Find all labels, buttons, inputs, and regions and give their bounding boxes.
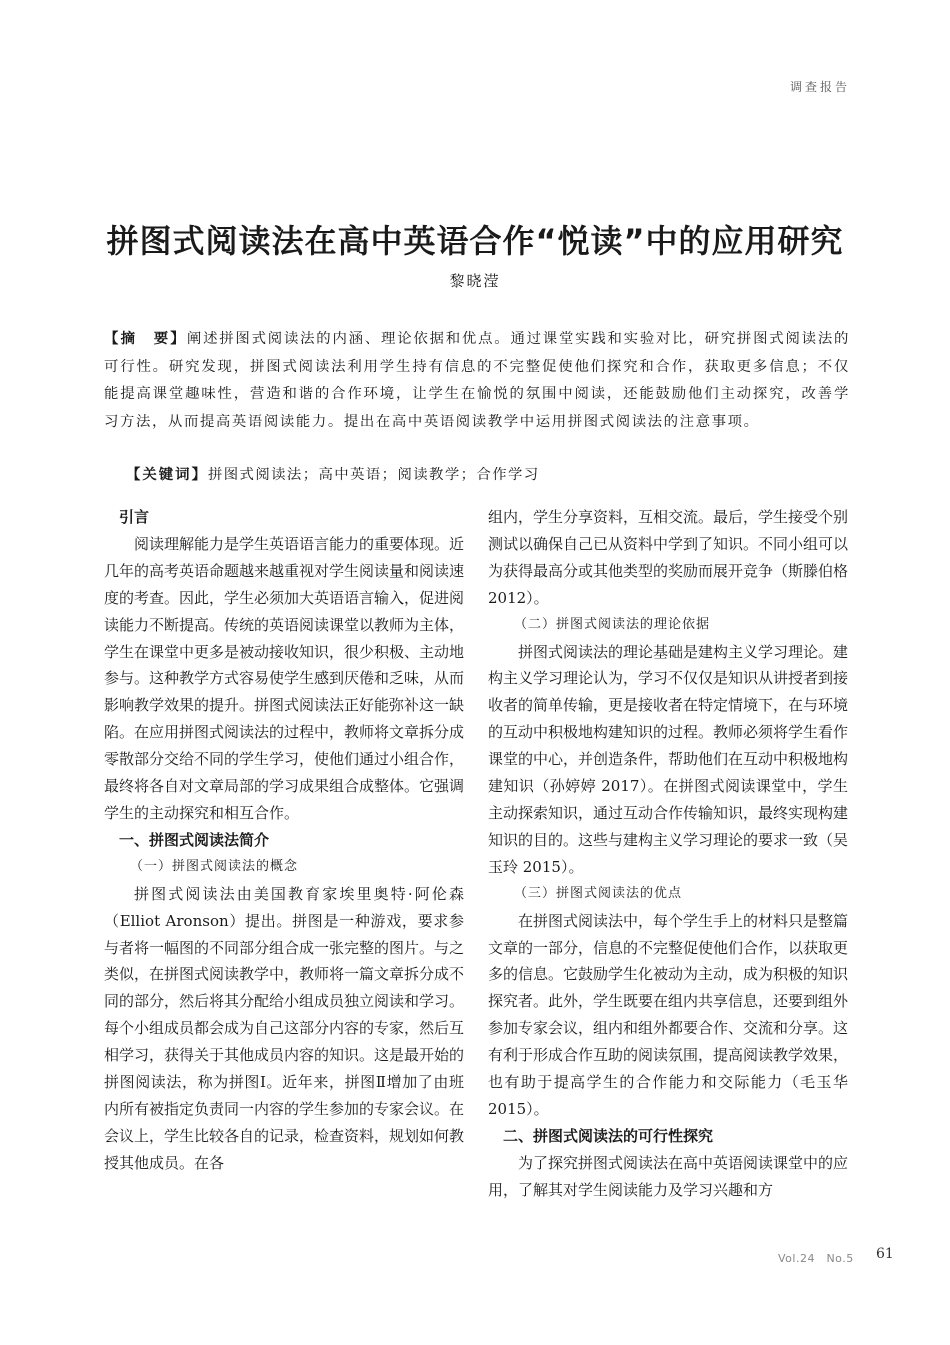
author-name: 黎晓滢 <box>449 272 501 290</box>
left-column <box>104 504 464 1177</box>
right-column <box>488 504 848 1204</box>
abstract <box>104 326 850 436</box>
page-number: 61 <box>876 1246 894 1262</box>
section-2-heading: 二、拼图式阅读法的可行性探究 <box>503 1126 714 1145</box>
keywords-label: 【关键词】 <box>126 467 208 483</box>
intro-heading: 引言 <box>119 508 150 526</box>
section-2-paragraph: 为了探究拼图式阅读法在高中英语阅读课堂中的应用，了解其对学生阅读能力及学习兴趣和方 <box>488 1153 849 1199</box>
abstract-text: 阐述拼图式阅读法的内涵、理论依据和优点。通过课堂实践和实验对比，研究拼图式阅读法的可行性。研究发现，拼图式阅读法利用学生持有信息的不完整促使他们探究和合作，获取更多信息；不仅能提高课堂趣味性，营造和谐的合作环境，让学生在愉悦的氛围中阅读，还能鼓励他们主动探究，改善学习方法，从而提高英语阅读能力。提出在高中英语阅读教学中运用拼图式阅读法的注意事项。 <box>104 331 850 430</box>
article-title: 拼图式阅读法在高中英语合作“悦读”中的应用研究 <box>106 222 844 260</box>
intro-paragraph: 阅读理解能力是学生英语语言能力的重要体现。近几年的高考英语命题越来越重视对学生阅读量和阅读速度的考查。因此，学生必须加大英语语言输入，促进阅读能力不断提高。传统的英语阅读课堂以教师为主体，学生在课堂中更多是被动接收知识，很少积极、主动地参与。这种教学方式容易使学生感到厌倦和乏味，从而影响教学效果的提升。拼图式阅读法正好能弥补这一缺陷。在应用拼图式阅读法的过程中，教师将文章拆分成零散部分交给不同的学生学习，使他们通过小组合作，最终将各自对文章局部的学习成果组合成整体。它强调学生的主动探究和相互合作。 <box>104 534 465 822</box>
abstract-label: 【摘 要】 <box>104 331 187 347</box>
section-1-heading: 一、拼图式阅读法简介 <box>119 830 270 849</box>
continued-paragraph: 组内，学生分享资料，互相交流。最后，学生接受个别测试以确保自己已从资料中学到了知识。不同小组可以为获得最高分或其他类型的奖励而展开竞争（斯滕伯格 2012）。 <box>488 508 849 607</box>
subsection-3-paragraph: 在拼图式阅读法中，每个学生手上的材料只是整篇文章的一部分，信息的不完整促使他们合作，以获取更多的信息。它鼓励学生化被动为主动，成为积极的知识探究者。此外，学生既要在组内共享信息，还要到组外参加专家会议，组内和组外都要合作、交流和分享。这有利于形成合作互助的阅读氛围，提高阅读教学效果，也有助于提高学生的合作能力和交际能力（毛玉华 2015）。 <box>488 911 849 1118</box>
subsection-3-heading: （三）拼图式阅读法的优点 <box>514 885 683 901</box>
volume-info: Vol.24 No.5 <box>778 1252 854 1265</box>
subsection-1-paragraph: 拼图式阅读法由美国教育家埃里奥特·阿伦森（Elliot Aronson）提出。拼图是一种游戏，要求参与者将一幅图的不同部分组合成一张完整的图片。与之类似，在拼图式阅读教学中，教师将一篇文章拆分成不同的部分，然后将其分配给小组成员独立阅读和学习。每个小组成员都会成为自己这部分内容的专家，然后互相学习，获得关于其他成员内容的知识。这是最开始的拼图阅读法，称为拼图Ⅰ。近年来，拼图Ⅱ增加了由班内所有被指定负责同一内容的学生参加的专家会议。在会议上，学生比较各自的记录，检查资料，规划如何教授其他成员。在各 <box>104 884 465 1172</box>
keywords <box>126 462 850 489</box>
subsection-2-heading: （二）拼图式阅读法的理论依据 <box>514 616 711 632</box>
keywords-text: 拼图式阅读法；高中英语；阅读教学；合作学习 <box>207 467 540 483</box>
subsection-2-paragraph: 拼图式阅读法的理论基础是建构主义学习理论。建构主义学习理论认为，学习不仅仅是知识从讲授者到接收者的简单传输，更是接收者在特定情境下，在与环境的互动中积极地构建知识的过程。教师必须将学生看作课堂的中心，并创造条件，帮助他们在互动中积极地构建知识（孙婷婷 2017）。在拼图式阅读课堂中，学生主动探索知识，通过互动合作传输知识，最终实现构建知识的目的。这些与建构主义学习理论的要求一致（吴玉玲 2015）。 <box>488 642 849 876</box>
section-tag: 调查报告 <box>789 80 850 94</box>
subsection-1-heading: （一）拼图式阅读法的概念 <box>130 858 299 874</box>
